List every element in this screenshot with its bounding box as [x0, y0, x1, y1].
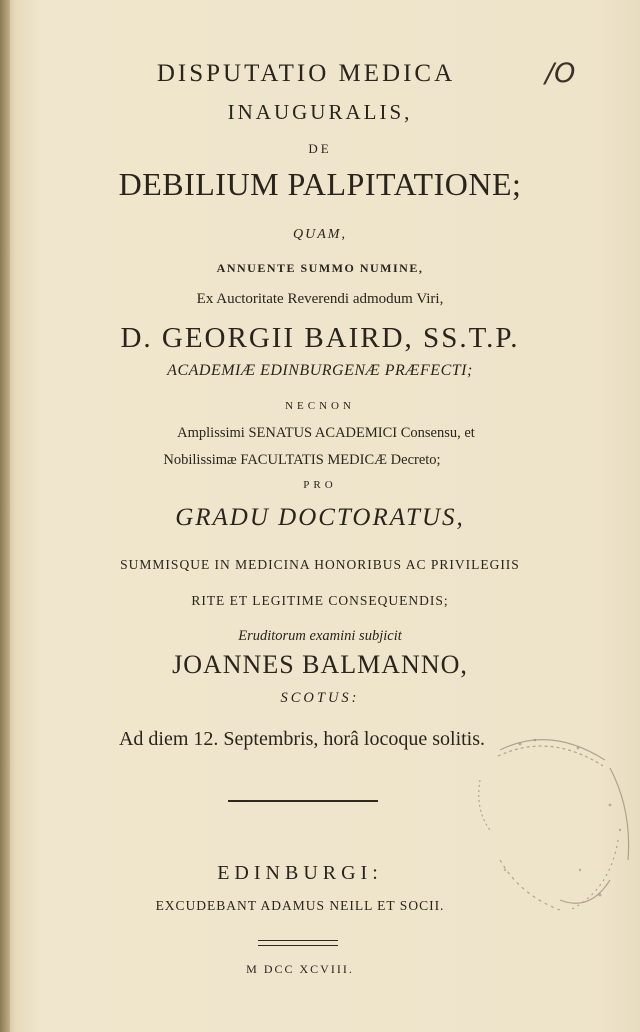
thesis-title: DEBILIUM PALPITATIONE;: [118, 166, 522, 202]
auctoritate-line: Ex Auctoritate Reverendi admodum Viri,: [196, 291, 444, 307]
date-line: Ad diem 12. Septembris, horâ locoque solitis.: [118, 728, 486, 750]
imprint-city: EDINBURGI:: [217, 862, 383, 884]
academiae-line: ACADEMIÆ EDINBURGENÆ PRÆFECTI;: [167, 362, 473, 379]
heading-disputatio: DISPUTATIO MEDICA: [156, 60, 456, 87]
double-rule-top: [258, 940, 338, 941]
heading-inauguralis: INAUGURALIS,: [227, 100, 413, 124]
summisque-line: SUMMISQUE IN MEDICINA HONORIBUS AC PRIVILEGIIS: [120, 557, 520, 572]
eruditorum-line: Eruditorum examini subjicit: [238, 628, 402, 644]
library-stamp-icon: [460, 720, 640, 930]
double-rule-bottom: [258, 945, 338, 946]
author-name: JOANNES BALMANNO,: [172, 650, 468, 679]
divider-rule: [228, 800, 378, 802]
gradu-doctoratus: GRADU DOCTORATUS,: [175, 504, 465, 531]
facultatis-line: Nobilissimæ FACULTATIS MEDICÆ Decreto;: [163, 452, 441, 468]
folio-mark: /O: [545, 58, 576, 89]
baird-name: D. GEORGII BAIRD, SS.T.P.: [120, 322, 520, 354]
heading-de: DE: [308, 141, 332, 156]
scotus-line: SCOTUS:: [280, 690, 360, 706]
necnon-line: NECNON: [285, 400, 355, 412]
imprint-printer: EXCUDEBANT ADAMUS NEILL ET SOCII.: [155, 898, 445, 913]
quam-line: QUAM,: [293, 227, 347, 242]
senatus-line: Amplissimi SENATUS ACADEMICI Consensu, et: [177, 425, 475, 441]
annuente-line: ANNUENTE SUMMO NUMINE,: [216, 261, 424, 275]
imprint-year: M DCC XCVIII.: [246, 962, 354, 976]
pro-line: PRO: [303, 479, 337, 491]
rite-line: RITE ET LEGITIME CONSEQUENDIS;: [191, 593, 449, 608]
